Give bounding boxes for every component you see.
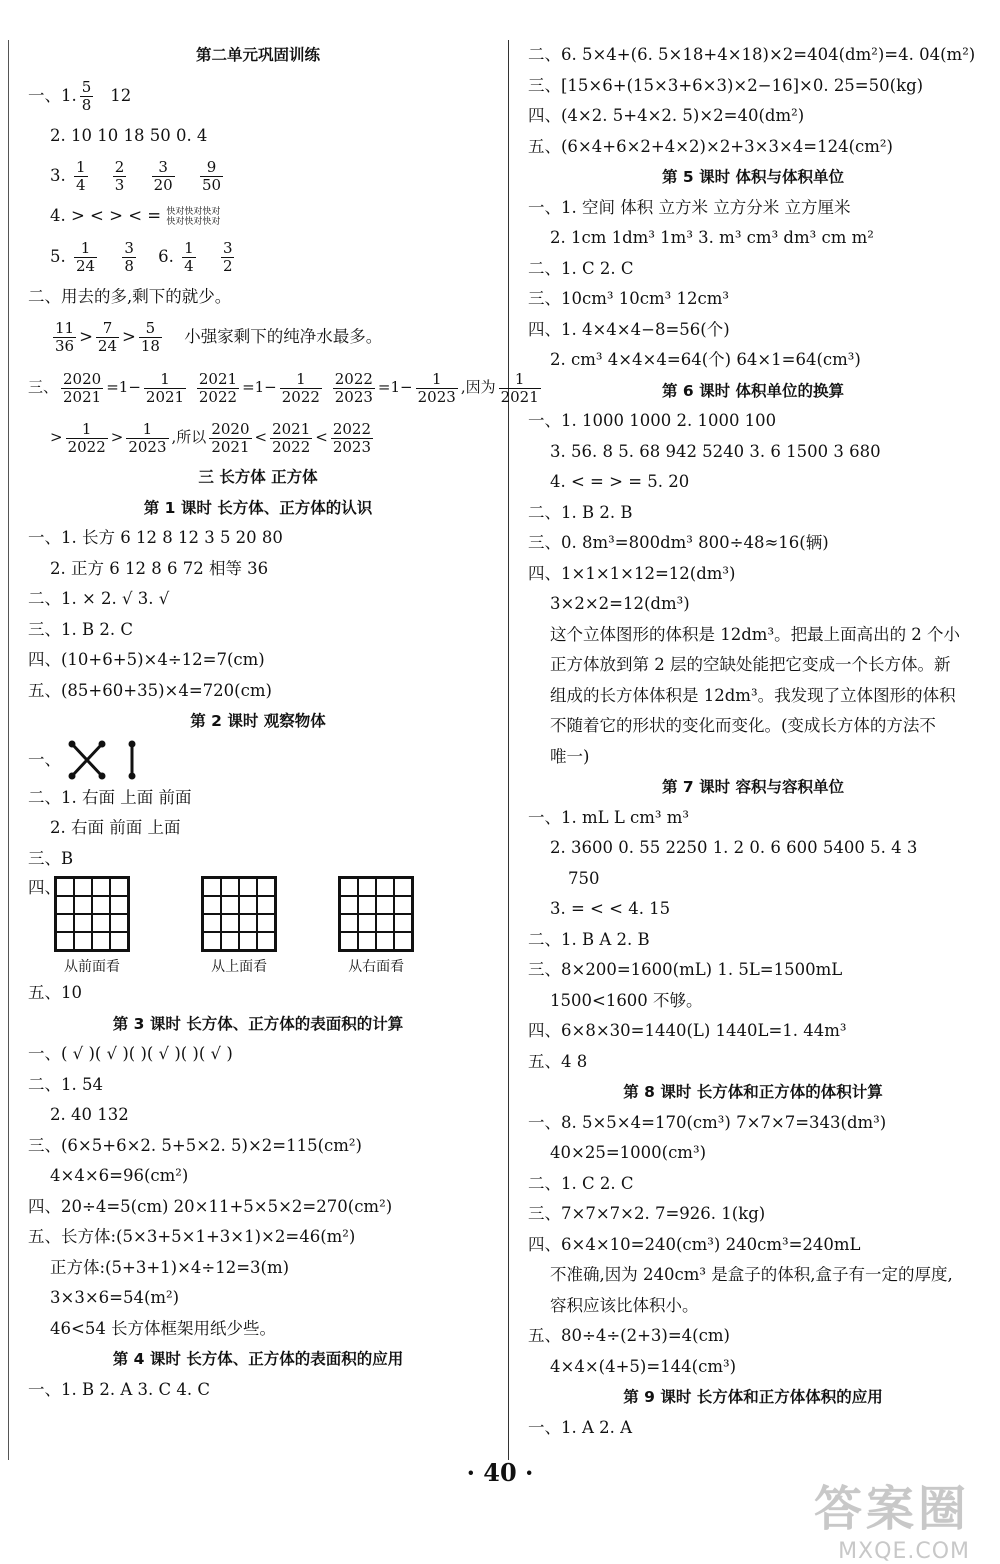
watermark-logo: 答案圈 MXQE.COM bbox=[813, 1481, 970, 1564]
answer-line: 4. < = > = 5. 20 bbox=[550, 472, 690, 491]
answer-line: 3. = < < 4. 15 bbox=[550, 899, 671, 918]
answer-line: 三、[15×6+(15×3+6×3)×2−16]×0. 25=50(kg) bbox=[528, 75, 924, 95]
answer-line: 一、1. A 2. A bbox=[528, 1417, 633, 1437]
lesson-title: 第 9 课时 长方体和正方体体积的应用 bbox=[623, 1388, 883, 1406]
answer-line: 2. 3600 0. 55 2250 1. 2 0. 6 600 5400 5. 4 3 bbox=[550, 838, 918, 857]
answer-line: 三、0. 8m³=800dm³ 800÷48≈16(辆) bbox=[528, 533, 829, 552]
answer-line: 3. $\frac{1}{4}$ $\frac{2}{3}$ $\frac{3}{20}$ $\frac{9}{50}$ bbox=[50, 158, 222, 194]
answer-line: 5. $\frac{1}{24}$ $\frac{3}{8}$ 6. $\frac{1}{4}$ $\frac{3}{2}$ bbox=[50, 238, 233, 275]
answer-line: 40×25=1000(cm³) bbox=[550, 1143, 707, 1162]
answer-line: 三、(6×5+6×2. 5+5×2. 5)×2=115(cm²) bbox=[28, 1135, 362, 1155]
fraction: $\frac{1}{24}$ bbox=[76, 238, 96, 275]
fraction: $\frac{9}{50}$ bbox=[201, 158, 222, 194]
answer-line: 五、4 8 bbox=[528, 1051, 588, 1071]
answer-line: 组成的长方体体积是 12dm³。我发现了立体图形的体积 bbox=[550, 685, 956, 705]
answer-line: 4. > < > < = 快对快对快对快对快对快对 bbox=[50, 206, 221, 227]
lesson-title: 第 2 课时 观察物体 bbox=[190, 712, 326, 730]
answer-line: 2. 10 10 18 50 0. 4 bbox=[50, 125, 208, 145]
answer-line: 一、 bbox=[28, 737, 488, 783]
fraction: $\frac{3}{8}$ bbox=[124, 238, 134, 275]
answer-line: 四、6×4×10=240(cm³) 240cm³=240mL bbox=[528, 1234, 861, 1254]
answer-line: 2. cm³ 4×4×4=64(个) 64×1=64(cm³) bbox=[550, 350, 861, 369]
answer-line: 正方体放到第 2 层的空缺处能把它变成一个长方体。新 bbox=[550, 655, 951, 674]
front-view-grid: 从前面看 bbox=[54, 876, 130, 976]
lesson-title: 第 3 课时 长方体、正方体的表面积的计算 bbox=[112, 1014, 404, 1033]
answer-line: 三、10cm³ 10cm³ 12cm³ bbox=[528, 289, 729, 308]
fraction: $\frac{1}{4}$ bbox=[184, 238, 194, 275]
answer-line: 1500<1600 不够。 bbox=[550, 990, 703, 1010]
answer-line: 唯一) bbox=[550, 746, 590, 766]
answer-line: 四、(4×2. 5+4×2. 5)×2=40(dm²) bbox=[528, 106, 805, 125]
answer-line: 一、1. 空间 体积 立方米 立方分米 立方厘米 bbox=[528, 197, 851, 217]
fraction: $\frac{3}{20}$ bbox=[153, 158, 173, 194]
page-number: · 40 · bbox=[466, 1458, 534, 1487]
answer-line: 2. 右面 前面 上面 bbox=[50, 818, 181, 837]
answer-line: 一、1. 1000 1000 2. 1000 100 bbox=[528, 411, 777, 430]
unit2-title: 第二单元巩固训练 bbox=[195, 46, 320, 64]
answer-line: 2. 40 132 bbox=[50, 1105, 129, 1124]
left-margin-rule bbox=[8, 40, 9, 1460]
lesson-title: 第 7 课时 容积与容积单位 bbox=[662, 778, 844, 796]
answer-line: 五、(85+60+35)×4=720(cm) bbox=[28, 680, 272, 700]
fraction: $\frac{5}{8}$ bbox=[81, 77, 92, 114]
answer-line: 一、8. 5×5×4=170(cm³) 7×7×7=343(dm³) bbox=[528, 1112, 887, 1132]
answer-line: 2. 正方 6 12 8 6 72 相等 36 bbox=[50, 558, 269, 578]
answer-line: 3×3×6=54(m²) bbox=[50, 1288, 180, 1307]
fraction: $\frac{3}{2}$ bbox=[222, 238, 233, 275]
answer-line: 这个立体图形的体积是 12dm³。把最上面高出的 2 个小 bbox=[550, 624, 961, 644]
answer-line: 2. 1cm 1dm³ 1m³ 3. m³ cm³ dm³ cm m² bbox=[550, 228, 874, 247]
answer-line: 二、1. 右面 上面 前面 bbox=[28, 787, 192, 807]
top-view-grid: 从上面看 bbox=[201, 876, 277, 976]
answer-line: 容积应该比体积小。 bbox=[550, 1295, 699, 1315]
unit3-title: 三 长方体 正方体 bbox=[198, 468, 318, 486]
answer-line: 二、6. 5×4+(6. 5×18+4×18)×2=404(dm²)=4. 04(m²) bbox=[528, 45, 976, 64]
answer-line: 四、1×1×1×12=12(dm³) bbox=[528, 563, 736, 583]
answer-line: 3×2×2=12(dm³) bbox=[550, 594, 690, 613]
answer-line: $\frac{11}{36}$ > $\frac{7}{24}$ > $\frac{5}{18}$ 小强家剩下的纯净水最多。 bbox=[55, 319, 383, 355]
answer-line: 一、1. B 2. A 3. C 4. C bbox=[28, 1379, 210, 1399]
answer-line: 4×4×6=96(cm²) bbox=[50, 1166, 189, 1185]
view-grids: 四、 从前面看 从上面看 从右面看 bbox=[28, 874, 488, 978]
answer-line: 三、1. B 2. C bbox=[28, 619, 133, 639]
lesson-title: 第 5 课时 体积与体积单位 bbox=[662, 168, 844, 186]
answer-line: 四、6×8×30=1440(L) 1440L=1. 44m³ bbox=[528, 1021, 847, 1040]
answer-line: 一、1. 长方 6 12 8 12 3 5 20 80 bbox=[28, 528, 283, 547]
answer-line: 二、1. C 2. C bbox=[528, 1173, 634, 1193]
answer-line: 正方体:(5+3+1)×4÷12=3(m) bbox=[50, 1257, 290, 1277]
answer-line: 三、B bbox=[28, 848, 74, 868]
lesson-title: 第 8 课时 长方体和正方体的体积计算 bbox=[623, 1083, 883, 1101]
answer-line: 二、1. 54 bbox=[28, 1074, 103, 1094]
lesson-title: 第 6 课时 体积单位的换算 bbox=[662, 381, 844, 400]
answer-line: 二、1. B 2. B bbox=[528, 502, 633, 522]
right-column bbox=[528, 40, 978, 1443]
answer-line: 四、1. 4×4×4−8=56(个) bbox=[528, 319, 730, 339]
answer-line: 五、10 bbox=[28, 983, 82, 1002]
answer-line: 一、( √ )( √ )( )( √ )( )( √ ) bbox=[28, 1044, 233, 1063]
answer-line: 三、 $\frac{2020}{2021}$ =1− $\frac{1}{2021}$ $\frac{2021}{2022}$ =1− $\frac{1}{2022}$ $\frac{2022}{2023}$ =1− $\frac{1}{2023}$ ,因为 $\frac{1}{2021}$ bbox=[28, 369, 539, 406]
answer-line: 四、(10+6+5)×4÷12=7(cm) bbox=[28, 650, 265, 669]
answer-line: 二、1. C 2. C bbox=[528, 258, 634, 278]
answer-line: 46<54 长方体框架用纸少些。 bbox=[50, 1318, 277, 1338]
right-view-grid: 从右面看 bbox=[338, 876, 414, 976]
answer-line: 一、1. mL L cm³ m³ bbox=[528, 807, 690, 827]
column-divider bbox=[508, 40, 509, 1460]
answer-line: 一、1. $\frac{5}{8}$ 12 bbox=[28, 77, 132, 114]
answer-line: > $\frac{1}{2022}$ > $\frac{1}{2023}$ ,所以 $\frac{2020}{2021}$ < $\frac{2021}{2022}$ < $\frac{2022}{2023}$ bbox=[50, 419, 372, 456]
answer-line: 二、1. B A 2. B bbox=[528, 929, 650, 949]
answer-line: 3. 56. 8 5. 68 942 5240 3. 6 1500 3 680 bbox=[550, 441, 881, 461]
watermark-note: 快对快对快对快对快对快对 bbox=[166, 206, 221, 227]
answer-line: 五、长方体:(5×3+5×1+3×1)×2=46(m²) bbox=[28, 1227, 356, 1246]
fraction: $\frac{2}{3}$ bbox=[114, 158, 125, 194]
answer-line: 五、(6×4+6×2+4×2)×2+3×3×4=124(cm²) bbox=[528, 136, 893, 156]
answer-line: 四、20÷4=5(cm) 20×11+5×5×2=270(cm²) bbox=[28, 1196, 393, 1216]
answer-line: 五、80÷4÷(2+3)=4(cm) bbox=[528, 1326, 730, 1345]
fraction: $\frac{1}{4}$ bbox=[76, 158, 86, 194]
answer-line: 不随着它的形状的变化而变化。(变成长方体的方法不 bbox=[550, 716, 936, 735]
answer-line: 三、7×7×7×2. 7=926. 1(kg) bbox=[528, 1204, 766, 1223]
matching-lines-diagram bbox=[66, 740, 146, 780]
answer-line: 750 bbox=[568, 868, 600, 888]
answer-line: 三、8×200=1600(mL) 1. 5L=1500mL bbox=[528, 960, 843, 979]
answer-line: 二、用去的多,剩下的就少。 bbox=[28, 286, 232, 306]
lesson-title: 第 4 课时 长方体、正方体的表面积的应用 bbox=[112, 1350, 404, 1368]
lesson-title: 第 1 课时 长方体、正方体的认识 bbox=[143, 498, 373, 517]
answer-line: 二、1. × 2. √ 3. √ bbox=[28, 589, 170, 608]
left-column bbox=[28, 40, 539, 1405]
answer-line: 不准确,因为 240cm³ 是盒子的体积,盒子有一定的厚度, bbox=[550, 1265, 953, 1284]
answer-line: 4×4×(4+5)=144(cm³) bbox=[550, 1356, 737, 1376]
